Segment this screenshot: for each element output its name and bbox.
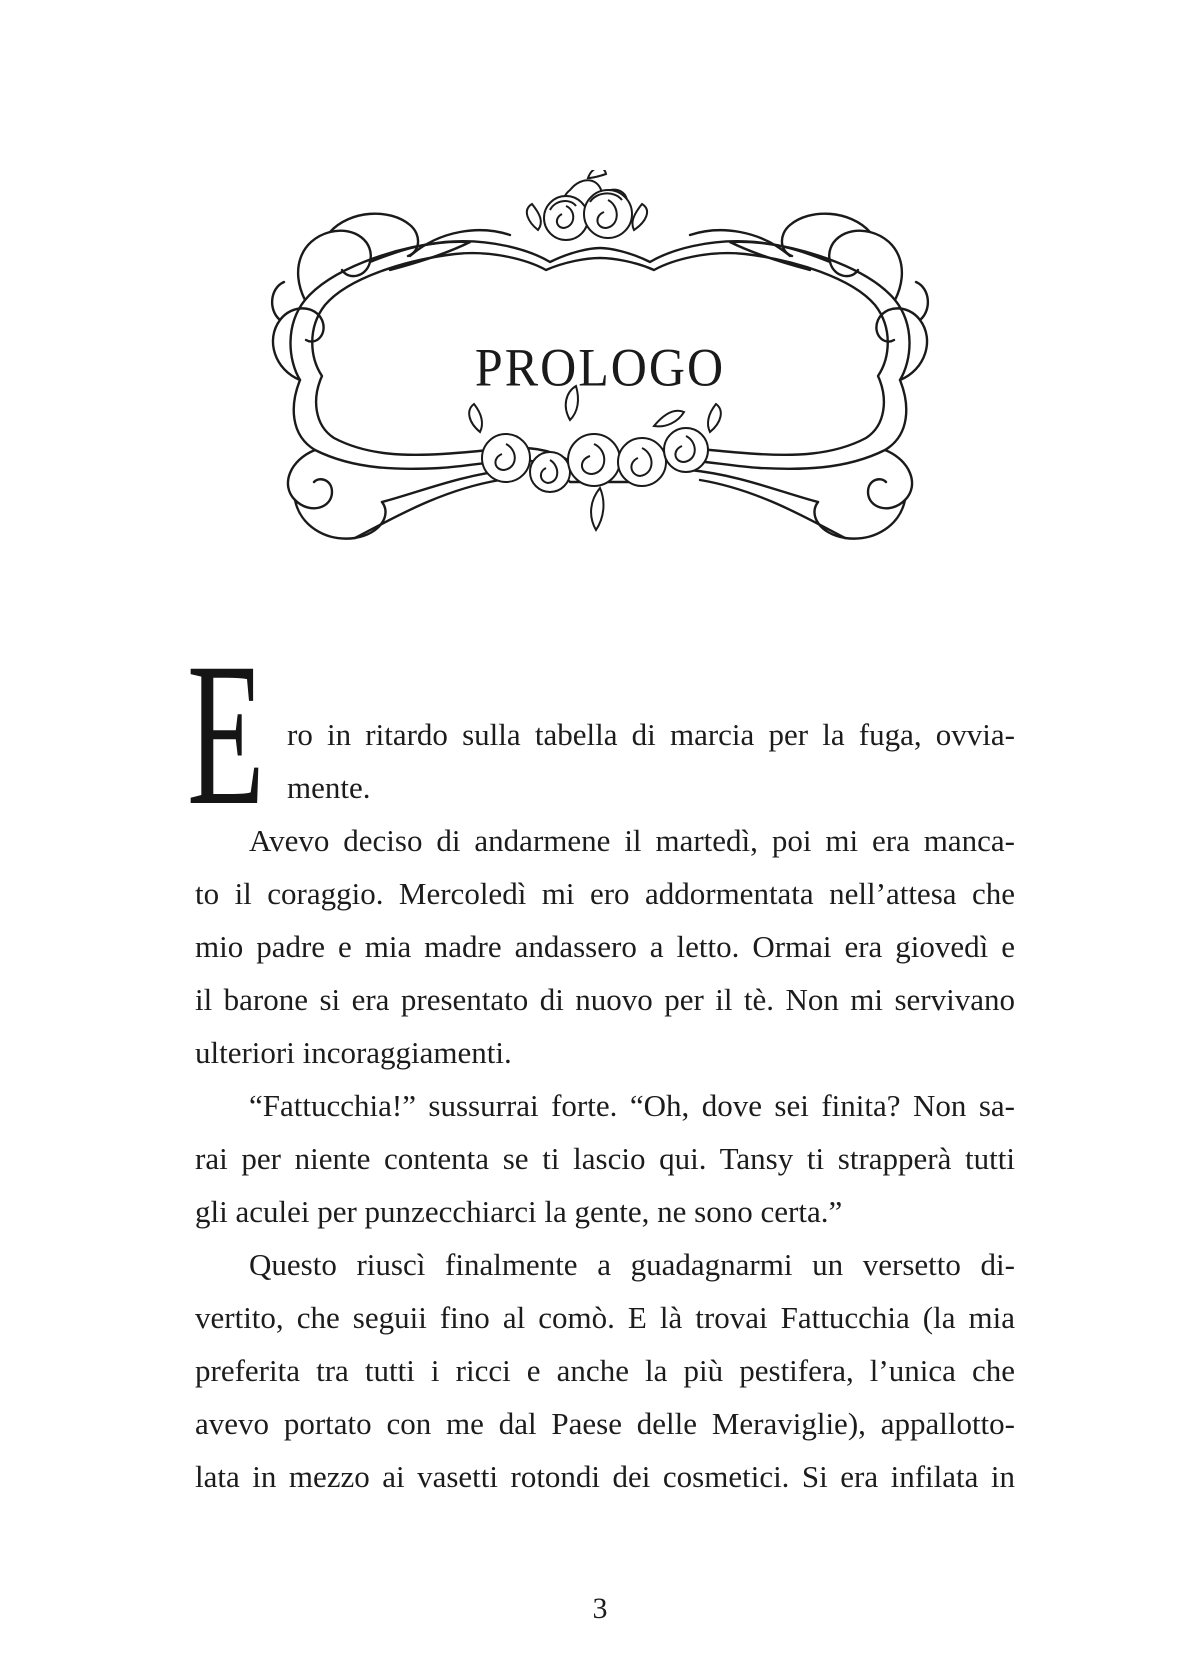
text-line: il barone si era presentato di nuovo per il tè. Non mi servivano <box>195 982 1015 1017</box>
text-line: ro in ritardo sulla tabella di marcia per la fuga, ovvia- <box>287 717 1015 752</box>
paragraph <box>195 814 1015 1079</box>
text-line: ulteriori incoraggiamenti. <box>195 1035 512 1070</box>
paragraph <box>195 1079 1015 1238</box>
chapter-title: PROLOGO <box>474 336 726 398</box>
text-line: Avevo deciso di andarmene il martedì, poi mi era manca- <box>249 823 1015 858</box>
text-line: avevo portato con me dal Paese delle Meraviglie), appallotto- <box>195 1406 1015 1441</box>
text-line: vertito, che seguii fino al comò. E là trovai Fattucchia (la mia <box>195 1300 1015 1335</box>
text-line: mente. <box>287 770 371 805</box>
text-line: preferita tra tutti i ricci e anche la più pestifera, l’unica che <box>195 1353 1015 1388</box>
text-line: “Fattucchia!” sussurrai forte. “Oh, dove sei finita? Non sa- <box>249 1088 1015 1123</box>
paragraph <box>195 1238 1015 1503</box>
page-number: 3 <box>592 1592 608 1625</box>
text-line: Questo riuscì finalmente a guadagnarmi un versetto di- <box>249 1247 1015 1282</box>
chapter-body <box>187 621 1015 1503</box>
text-line: gli aculei per punzecchiarci la gente, ne sono certa.” <box>195 1194 843 1229</box>
text-line: rai per niente contenta se ti lascio qui. Tansy ti strapperà tutti <box>195 1141 1015 1176</box>
drop-cap: E <box>187 621 265 848</box>
text-line: lata in mezzo ai vasetti rotondi dei cosmetici. Si era infilata in <box>195 1459 1015 1494</box>
text-line: to il coraggio. Mercoledì mi ero addormentata nell’attesa che <box>195 876 1015 911</box>
text-line: mio padre e mia madre andassero a letto. Ormai era giovedì e <box>195 929 1015 964</box>
